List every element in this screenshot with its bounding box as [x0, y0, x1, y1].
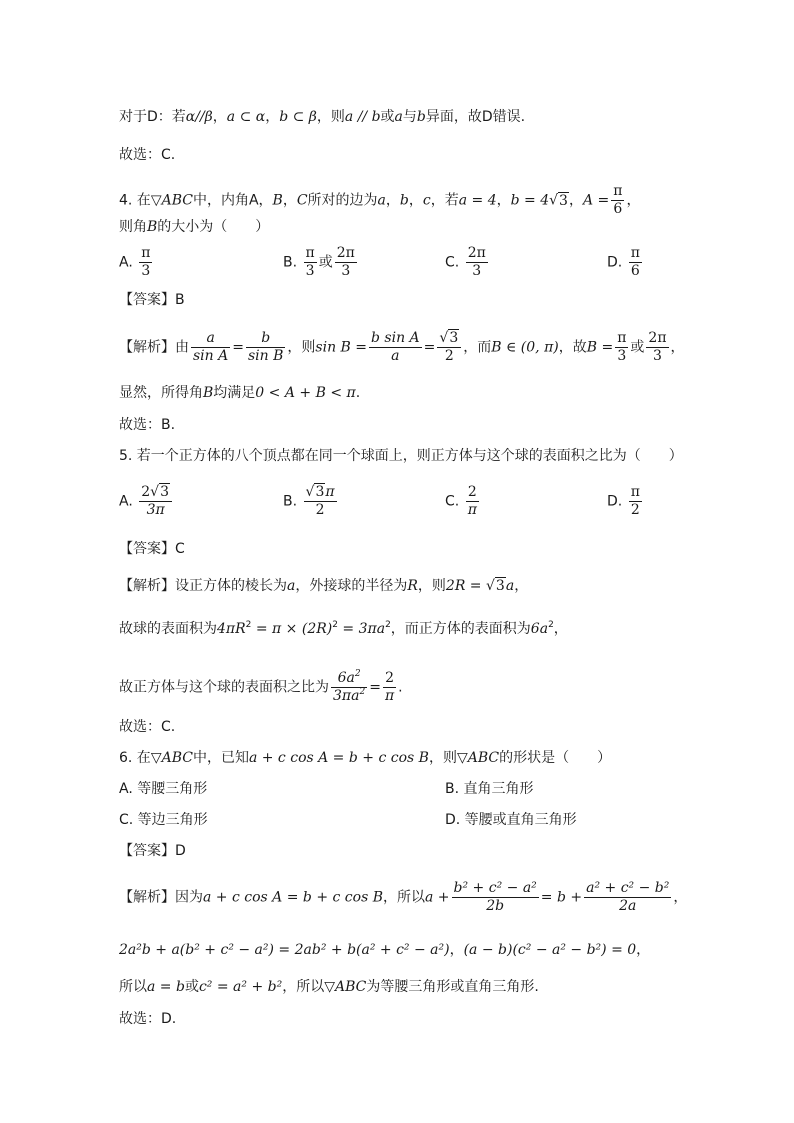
option-d-analysis: 对于D：若α//β，a ⊂ α，b ⊂ β，则a // b或a与b异面，故D错误.: [119, 109, 526, 125]
q5-solution-1: 【解析】设正方体的棱长为a，外接球的半径为R，则2R = √3a，: [119, 578, 529, 594]
q5-stem: 5. 若一个正方体的八个顶点都在同一个球面上，则正方体与这个球的表面积之比为（ ）: [119, 448, 683, 464]
q5-option-b[interactable]: B. $\frac{√3\pi}{2}$: [283, 484, 335, 518]
q6-solution-2: 2a²b + a(b² + c² − a²) = 2ab² + b(a² + c² − a²)，(a − b)(c² − a² − b²) = 0，: [119, 942, 651, 958]
q6-select: 故选：D.: [119, 1011, 177, 1027]
q6-option-c[interactable]: C. 等边三角形: [119, 812, 208, 828]
q4-option-b[interactable]: B. $\frac{\pi}{3}$ 或 $\frac{2\pi}{3}$: [283, 245, 355, 279]
q4-option-a[interactable]: A. $\frac{\pi}{3}$: [119, 245, 151, 279]
q6-solution-3: 所以a = b或c² = a² + b²，所以▽ABC为等腰三角形或直角三角形.: [119, 979, 539, 995]
q5-solution-2: 故球的表面积为$4\pi R^2 = \pi \times (2R)^2 = 3\pi a^2$，而正方体的表面积为$6a^2$，: [119, 620, 568, 637]
q5-option-a[interactable]: A. $\frac{2√3}{3\pi}$: [119, 484, 174, 519]
fraction-pi-over-6: $\frac{\pi}{6}$: [613, 183, 623, 217]
q6-option-a[interactable]: A. 等腰三角形: [119, 781, 208, 797]
q6-answer: 【答案】D: [119, 843, 186, 859]
q6-option-b[interactable]: B. 直角三角形: [445, 781, 534, 797]
q5-select: 故选：C.: [119, 719, 176, 735]
q4-select: 故选：B.: [119, 417, 176, 433]
q4-stem: 4. 在▽ABC中，内角A，B，C所对的边为a，b，c，若a = 4，b = 4√3，A = $\frac{\pi}{6}$ ，: [119, 183, 641, 217]
q5-answer: 【答案】C: [119, 541, 185, 557]
q6-solution-1: 【解析】因为a + c cos A = b + c cos B，所以a + $\frac{\text{b² + c² − a²}}{2b}$ = b + $\frac{\text{a² + c² − b²}}{2a}$ ，: [119, 880, 688, 914]
q4-solution-1: 【解析】由 $\frac{a}{\text{sin A}}$ = $\frac{b}{\text{sin B}}$ ，则sin B = $\frac{\text{b sin A}}{a}$ = $\frac{√3}{2}$ ，而B ∈ (0, π)，故B = $\frac{\pi}{3}$ 或 $\frac{2\pi}{3}$ ，: [119, 330, 685, 364]
q6-option-d[interactable]: D. 等腰或直角三角形: [445, 812, 577, 828]
q4-answer: 【答案】B: [119, 292, 185, 308]
q4-solution-2: 显然，所得角B均满足0 < A + B < π.: [119, 385, 361, 401]
q6-stem: 6. 在▽ABC中，已知a + c cos A = b + c cos B，则▽ABC的形状是（ ）: [119, 750, 612, 766]
q5-option-d[interactable]: D. $\frac{\pi}{2}$: [607, 484, 640, 518]
select-c-prev: 故选：C.: [119, 147, 176, 163]
q4-option-c[interactable]: C. $\frac{2\pi}{3}$: [445, 245, 486, 279]
q5-solution-3: 故正方体与这个球的表面积之比为 $\frac{6a^2}{3\pi a^2}$ = $\frac{2}{\pi}$ .: [119, 669, 403, 704]
q4-stem-2: 则角B的大小为（ ）: [119, 219, 270, 235]
q4-option-d[interactable]: D. $\frac{\pi}{6}$: [607, 245, 640, 279]
q5-option-c[interactable]: C. $\frac{2}{\pi}$: [445, 484, 477, 518]
